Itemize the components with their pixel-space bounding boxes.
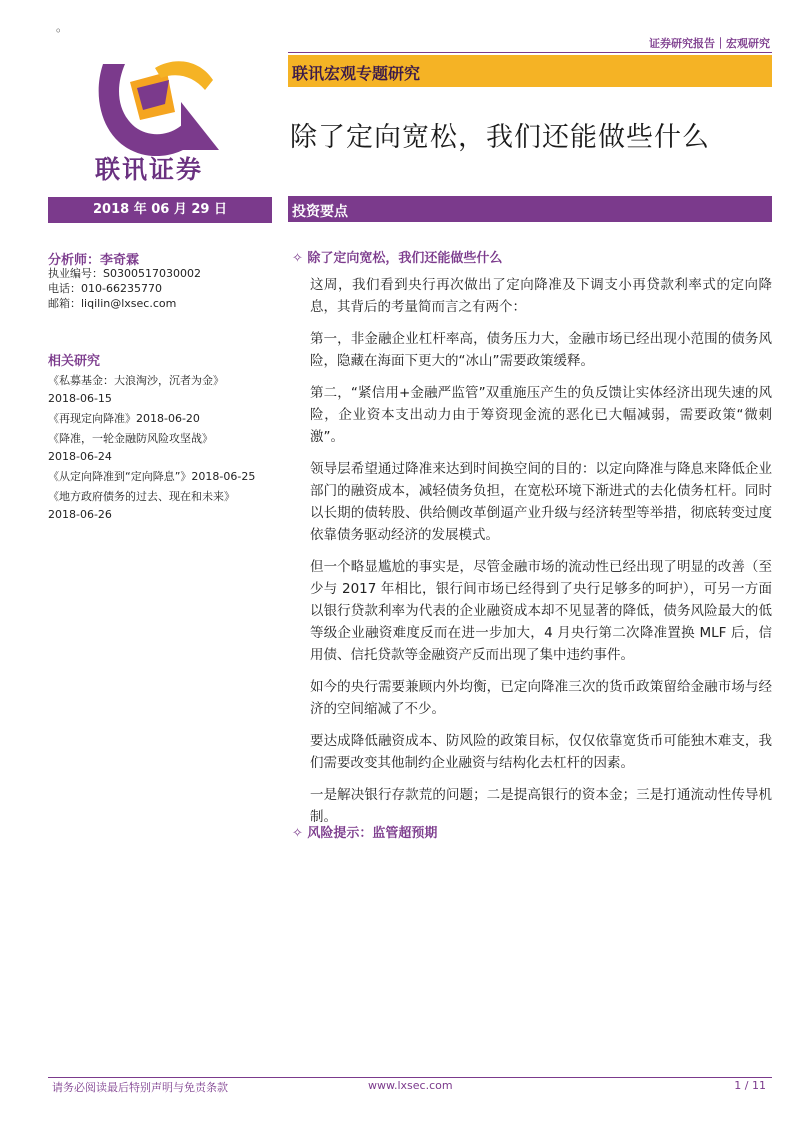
risk-warning: ✧ 风险提示：监管超预期 xyxy=(292,826,438,841)
related-item-date: 2018-06-15 xyxy=(48,392,112,405)
related-item-title[interactable]: 《再现定向降准》2018-06-20 xyxy=(48,412,200,425)
related-research-title: 相关研究 xyxy=(48,354,101,369)
analyst-license: 执业编号：S0300517030002 xyxy=(48,267,201,280)
summary-paragraph: 这周，我们看到央行再次做出了定向降准及下调支小再贷款利率式的定向降息，其背后的考量简而言之有两个： xyxy=(310,277,772,315)
summary-paragraph: 要达成降低融资成本、防风险的政策目标，仅仅依靠宽货币可能独木难支，我们需要改变其他制约企业融资与结构化去杠杆的因素。 xyxy=(310,733,772,771)
related-item-title[interactable]: 《地方政府债务的过去、现在和未来》 xyxy=(48,490,235,503)
series-banner xyxy=(288,55,772,87)
page-number: 1 / 11 xyxy=(734,1079,766,1092)
header-rule xyxy=(288,52,772,53)
related-item-date: 2018-06-24 xyxy=(48,450,112,463)
report-type-tag: 证券研究报告｜宏观研究 xyxy=(649,37,770,50)
page-mark: 。 xyxy=(56,20,69,34)
summary-heading: ✧ 除了定向宽松，我们还能做些什么 xyxy=(292,251,503,266)
related-research-list xyxy=(48,372,280,526)
report-title: 除了定向宽松，我们还能做些什么 xyxy=(290,122,710,153)
footer-disclaimer[interactable]: 请务必阅读最后特别声明与免责条款 xyxy=(52,1081,228,1094)
summary-paragraph: 领导层希望通过降准来达到时间换空间的目的：以定向降准与降息来降低企业部门的融资成本，减轻债务负担，在宽松环境下渐进式的去化债务杠杆。同时以长期的债转股、供给侧改革倒逼产业升级与经济转型等举措，彻底转变过度依靠债务驱动经济的发展模式。 xyxy=(310,461,772,543)
summary-paragraph: 但一个略显尴尬的事实是，尽管金融市场的流动性已经出现了明显的改善（至少与 2017 年相比，银行间市场已经得到了央行足够多的呵护），可另一方面以银行贷款利率为代表的企业融资成本却不见显著的降低，债务风险最大的低等级企业融资难度反而在进一步加大，4 月央行第二次降准置换 MLF 后，信用债、信托贷款等金融资产反而出现了集中违约事件。 xyxy=(310,559,772,663)
series-title: 联讯宏观专题研究 xyxy=(292,64,421,83)
analyst-name: 分析师：李奇霖 xyxy=(48,253,140,268)
related-item-date: 2018-06-26 xyxy=(48,508,112,521)
summary-body xyxy=(310,274,772,838)
footer-website-link[interactable]: www.lxsec.com xyxy=(368,1079,453,1092)
analyst-email: 邮箱：liqilin@lxsec.com xyxy=(48,297,177,310)
section-banner xyxy=(288,196,772,222)
date-banner xyxy=(48,197,272,223)
footer-rule xyxy=(48,1077,772,1078)
summary-paragraph: 第一，非金融企业杠杆率高，债务压力大，金融市场已经出现小范围的债务风险，隐藏在海面下更大的“冰山”需要政策缓释。 xyxy=(310,331,772,369)
summary-paragraph: 一是解决银行存款荒的问题；二是提高银行的资本金；三是打通流动性传导机制。 xyxy=(310,787,772,825)
summary-paragraph: 如今的央行需要兼顾内外均衡，已定向降准三次的货币政策留给金融市场与经济的空间缩减了不少。 xyxy=(310,679,772,717)
section-title: 投资要点 xyxy=(292,204,348,220)
related-item-title[interactable]: 《降准，一轮金融防风险攻坚战》 xyxy=(48,432,213,445)
related-item-title[interactable]: 《私募基金：大浪淘沙，沉者为金》 xyxy=(48,374,224,387)
report-date: 2018 年 06 月 29 日 xyxy=(93,202,227,217)
analyst-phone: 电话：010-66235770 xyxy=(48,282,162,295)
analyst-info xyxy=(48,266,280,311)
summary-paragraph: 第二，“紧信用+金融严监管”双重施压产生的负反馈让实体经济出现失速的风险，企业资本支出动力由于筹资现金流的恶化已大幅减弱，需要政策“微刺激”。 xyxy=(310,385,772,445)
brand-logo-text: 联讯证券 xyxy=(95,155,204,184)
related-item-title[interactable]: 《从定向降准到“定向降息”》2018-06-25 xyxy=(48,470,256,483)
